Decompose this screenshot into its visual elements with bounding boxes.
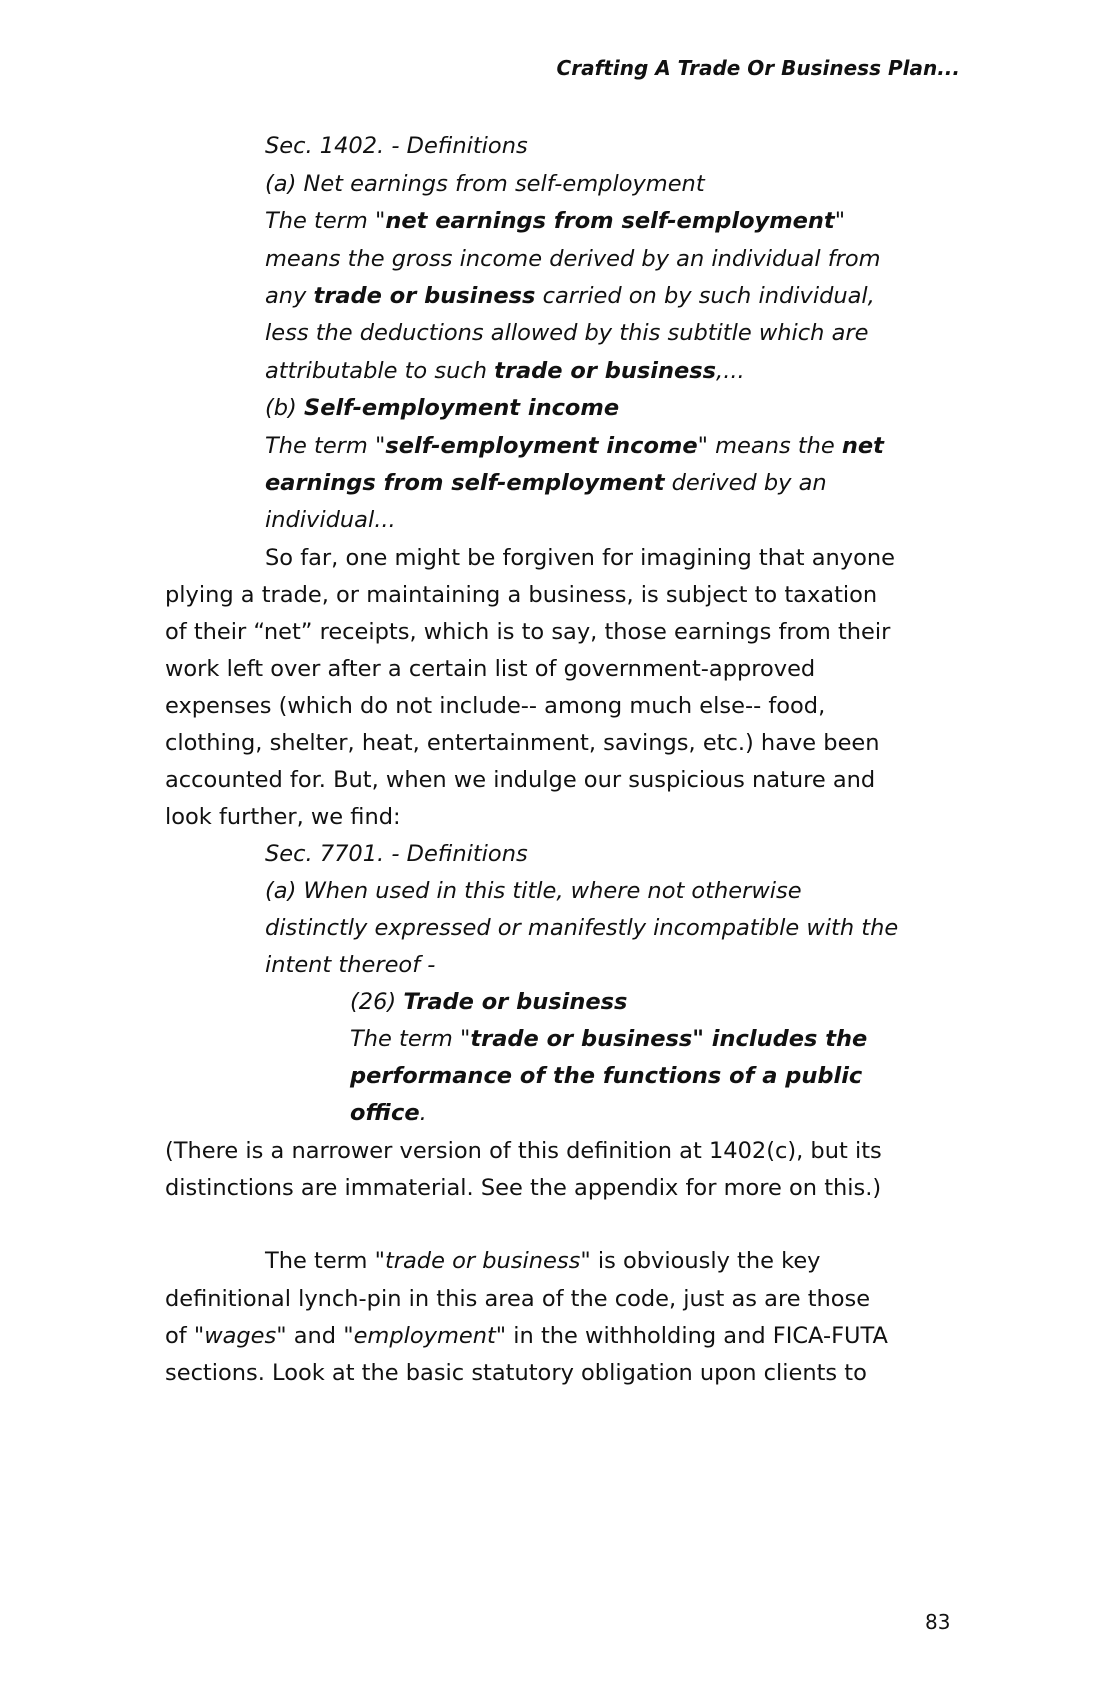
quote-line: The term "trade or business" includes the <box>350 1026 868 1052</box>
quote-line: less the deductions allowed by this subtitle which are <box>265 320 869 346</box>
quote-line: office. <box>350 1100 427 1126</box>
quote-line: Sec. 1402. - Definitions <box>265 133 528 159</box>
quote-line: distinctly expressed or manifestly incompatible with the <box>265 915 899 941</box>
body-line: sections. Look at the basic statutory obligation upon clients to <box>165 1360 867 1386</box>
quote-line: (b) Self-employment income <box>265 395 620 421</box>
quote-line: Sec. 7701. - Definitions <box>265 841 528 867</box>
quote-line: means the gross income derived by an individual from <box>265 246 881 272</box>
quote-line: (a) When used in this title, where not otherwise <box>265 878 802 904</box>
body-line: accounted for. But, when we indulge our suspicious nature and <box>165 767 876 793</box>
body-line: look further, we find: <box>165 804 401 830</box>
quote-line: The term "net earnings from self-employment" <box>265 208 846 234</box>
body-line: distinctions are immaterial. See the appendix for more on this.) <box>165 1175 882 1201</box>
page-number: 83 <box>925 1610 951 1634</box>
quote-line: performance of the functions of a public <box>350 1063 863 1089</box>
body-line: of their “net” receipts, which is to say, those earnings from their <box>165 619 891 645</box>
quote-line: attributable to such trade or business,... <box>265 358 745 384</box>
quote-line: (26) Trade or business <box>350 989 628 1015</box>
quote-line: The term "self-employment income" means the net <box>265 433 884 459</box>
quote-line: earnings from self-employment derived by an <box>265 470 827 496</box>
quote-line: (a) Net earnings from self-employment <box>265 171 705 197</box>
body-line: The term "trade or business" is obviously the key <box>265 1248 821 1274</box>
body-line: (There is a narrower version of this definition at 1402(c), but its <box>165 1138 882 1164</box>
body-line: of "wages" and "employment" in the withholding and FICA-FUTA <box>165 1323 888 1349</box>
body-line: So far, one might be forgiven for imagining that anyone <box>265 545 895 571</box>
quote-line: any trade or business carried on by such individual, <box>265 283 875 309</box>
body-line: work left over after a certain list of government-approved <box>165 656 816 682</box>
quote-line: intent thereof - <box>265 952 436 978</box>
body-line: definitional lynch-pin in this area of the code, just as are those <box>165 1286 871 1312</box>
running-header: Crafting A Trade Or Business Plan... <box>556 56 960 80</box>
body-line: expenses (which do not include-- among much else-- food, <box>165 693 826 719</box>
body-line: clothing, shelter, heat, entertainment, savings, etc.) have been <box>165 730 880 756</box>
body-line: plying a trade, or maintaining a business, is subject to taxation <box>165 582 878 608</box>
quote-line: individual... <box>265 507 396 533</box>
